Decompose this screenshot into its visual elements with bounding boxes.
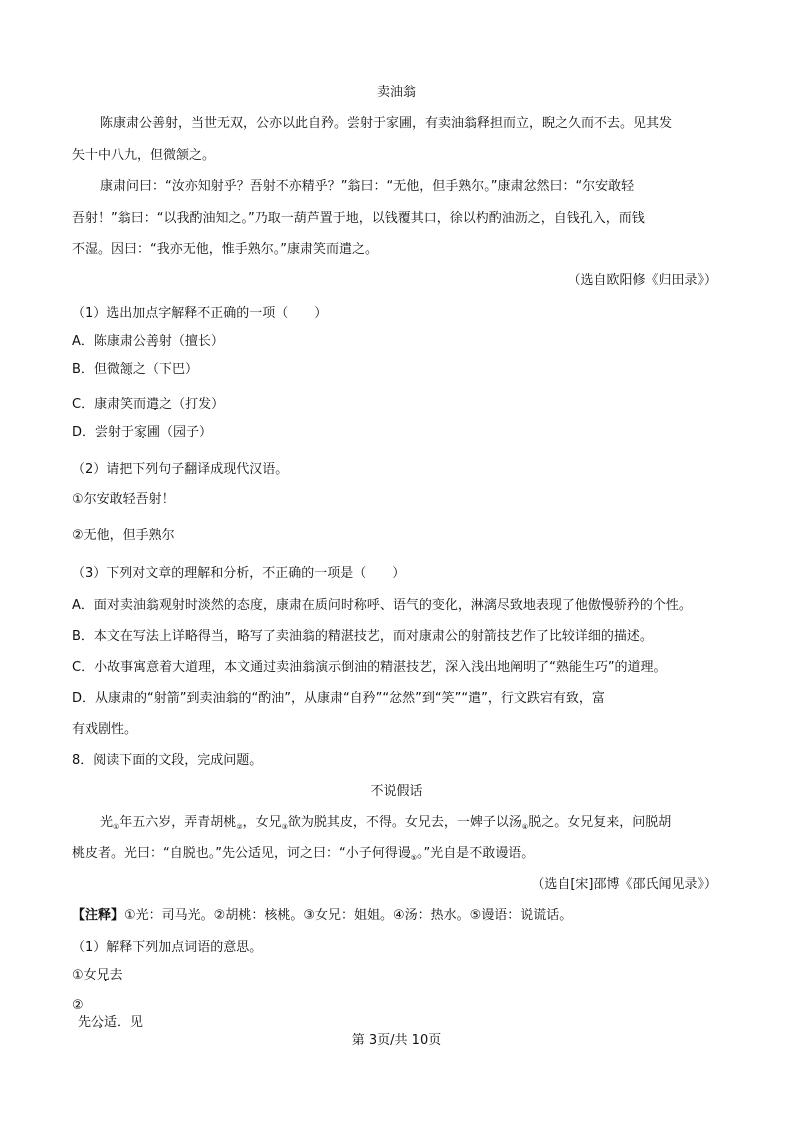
question-b1: （1）解释下列加点词语的意思。 bbox=[72, 940, 263, 955]
q1-option-d: D．尝射于家圃 .（园子） bbox=[72, 424, 212, 442]
passage2-line: 桃皮者。光曰：“自脱也。”先公适见，诃之曰：“小子何得谩$_⑤$。”光自是不敢谩语。 bbox=[72, 846, 535, 862]
passage1-line: 吾射！”翁曰：“以我酌油知之。”乃取一葫芦置于地，以钱覆其口，徐以杓酌油沥之，自钱孔入，而钱 bbox=[72, 211, 645, 226]
dotted-char: 圃 . bbox=[147, 425, 160, 440]
dotted-char: 之 . bbox=[159, 397, 172, 412]
question-3: （3）下列对文章的理解和分析，不正确的一项是（ ） bbox=[72, 566, 406, 581]
q3-option-a: A．面对卖油翁观射时淡然的态度，康肃在质问时称呼、语气的变化，淋漓尽致地表现了他傲慢骄矜的个性。 bbox=[72, 598, 692, 613]
passage1-line: 康肃问曰：“汝亦知射乎？吾射不亦精乎？”翁曰：“无他，但手熟尔。”康肃忿然曰：“尔安敢轻 bbox=[100, 179, 635, 194]
dotted-char: 去 . bbox=[110, 968, 123, 983]
q1-option-a: A．陈康肃公善射 .（擅长） bbox=[72, 333, 224, 351]
dotted-char: 之 . bbox=[133, 362, 146, 377]
dotted-char: 射 . bbox=[159, 334, 172, 349]
passage2-line: 光$_①$年五六岁，弄青胡桃$_②$，女兄$_③$欲为脱其皮，不得。女兄去，一婢子以汤$_④$脱之。女兄复来，问脱胡 bbox=[100, 815, 672, 831]
page-footer: 第 3页/共 10页 bbox=[351, 1033, 442, 1048]
passage2-title: 不说假话 bbox=[370, 784, 423, 799]
dotted-char: 适 . bbox=[104, 1015, 117, 1030]
passage2-source: （选自[宋]邵博《邵氏闻见录》） bbox=[531, 877, 717, 892]
question-2: （2）请把下列句子翻译成现代汉语。 bbox=[72, 462, 289, 477]
q3-option-d: D．从康肃的“射箭”到卖油翁的“酌油”，从康肃“自矜”“忿然”到“笑”“遣”，行文跌宕有致，富 bbox=[72, 691, 605, 706]
b1-item: ①女兄去 . bbox=[72, 967, 123, 985]
passage1-title: 卖油翁 bbox=[376, 85, 416, 100]
passage1-line: 陈康肃公善射，当世无双，公亦以此自矜。尝射于家圃，有卖油翁释担而立，睨之久而不去。见其发 bbox=[100, 116, 673, 131]
notes: 【注释】①光：司马光。②胡桃：核桃。③女兄：姐姐。④汤：热水。⑤谩语：说谎话。 bbox=[72, 908, 573, 923]
q2-item: ②无他，但手熟尔 bbox=[72, 528, 175, 543]
b1-item: 先公适 .．见 bbox=[78, 1014, 143, 1032]
q1-option-c: C．康肃笑而遣之 .（打发） bbox=[72, 396, 224, 414]
question-8: 8．阅读下面的文段，完成问题。 bbox=[72, 753, 263, 768]
passage1-line: 矢十中八九，但微颔之。 bbox=[72, 148, 216, 163]
q3-option-c: C．小故事寓意着大道理，本文通过卖油翁演示倒油的精湛技艺，深入浅出地阐明了“熟能生巧”的道理。 bbox=[72, 660, 667, 675]
notes-label: 【注释】 bbox=[72, 908, 125, 923]
q1-option-b: B．但微颔之 .（下巴） bbox=[72, 361, 198, 379]
passage1-source: （选自欧阳修《归田录》） bbox=[567, 273, 717, 288]
q3-option-d-cont: 有戏剧性。 bbox=[72, 722, 138, 737]
passage1-line: 不湿。因曰：“我亦无他，惟手熟尔。”康肃笑而遣之。 bbox=[72, 242, 378, 257]
q3-option-b: B．本文在写法上详略得当，略写了卖油翁的精湛技艺，而对康肃公的射箭技艺作了比较详细的描述。 bbox=[72, 629, 653, 644]
question-1: （1）选出加点字解释不正确的一项（ ） bbox=[72, 306, 328, 321]
q2-item: ①尔安敢轻吾射！ bbox=[72, 492, 175, 507]
b1-item-number: ② bbox=[72, 998, 84, 1013]
